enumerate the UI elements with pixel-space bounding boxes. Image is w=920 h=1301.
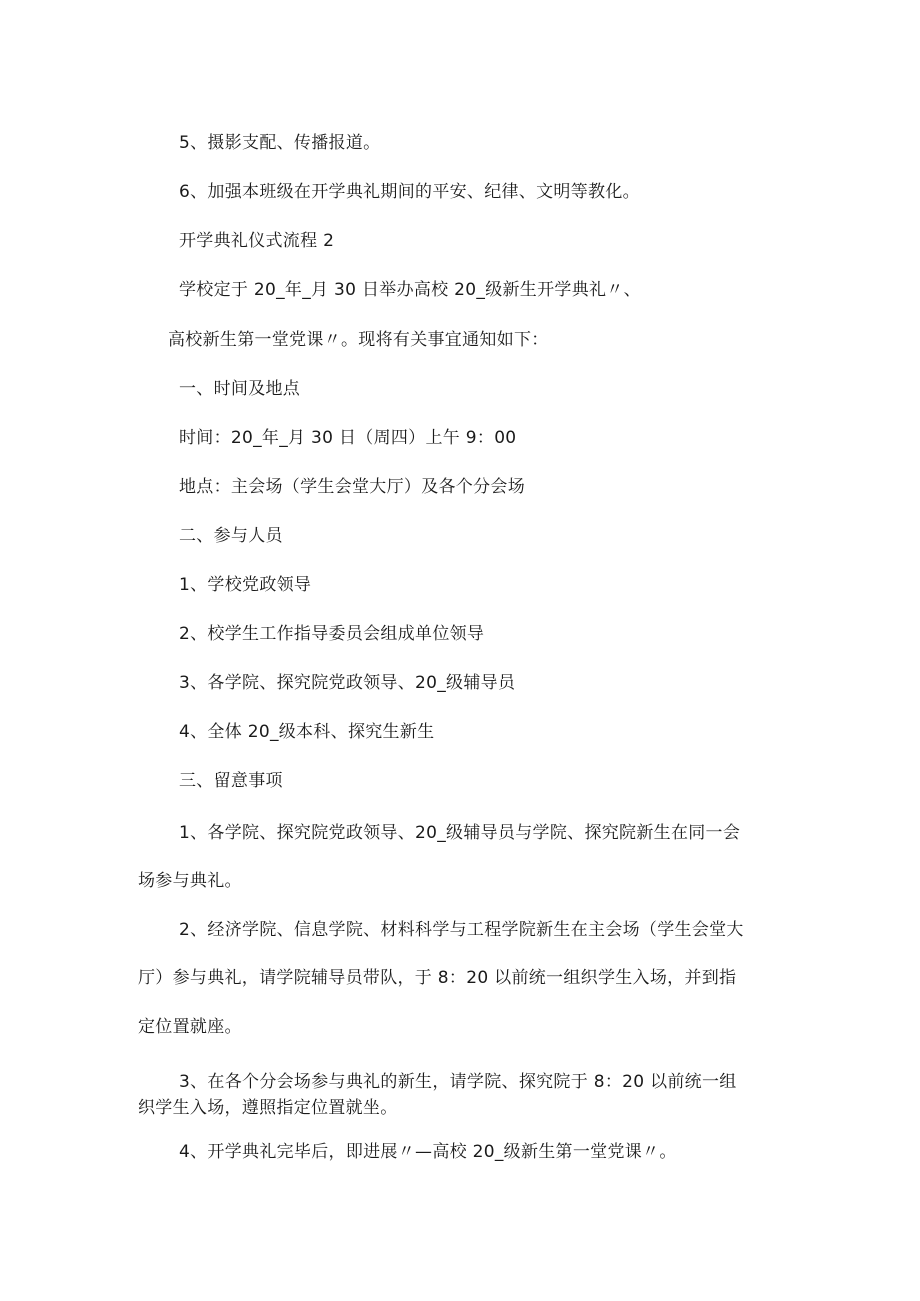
list-item: 3、各学院、探究院党政领导、20_级辅导员 (179, 673, 516, 693)
list-item: 1、学校党政领导 (179, 575, 312, 595)
section-heading: 开学典礼仪式流程 2 (179, 231, 335, 251)
paragraph-line: 6、加强本班级在开学典礼期间的平安、纪律、文明等教化。 (179, 182, 640, 202)
paragraph-line: 时间：20_年_月 30 日（周四）上午 9：00 (179, 428, 517, 448)
list-item: 2、校学生工作指导委员会组成单位领导 (179, 624, 485, 644)
paragraph-line: 4、开学典礼完毕后，即进展〃—高校 20_级新生第一堂党课〃。 (179, 1142, 677, 1162)
section-heading: 一、时间及地点 (179, 379, 301, 399)
paragraph-line: 高校新生第一堂党课〃。现将有关事宜通知如下： (168, 330, 549, 350)
paragraph-line: 5、摄影支配、传播报道。 (179, 133, 381, 153)
list-item: 4、全体 20_级本科、探究生新生 (179, 722, 435, 742)
paragraph-line: 1、各学院、探究院党政领导、20_级辅导员与学院、探究院新生在同一会 (179, 823, 741, 843)
section-heading: 三、留意事项 (179, 771, 283, 791)
paragraph-line: 2、经济学院、信息学院、材料科学与工程学院新生在主会场（学生会堂大 (179, 920, 744, 940)
section-heading: 二、参与人员 (179, 526, 283, 546)
paragraph-line: 织学生入场，遵照指定位置就坐。 (138, 1098, 398, 1118)
paragraph-line: 定位置就座。 (138, 1017, 242, 1037)
paragraph-line: 地点：主会场（学生会堂大厅）及各个分会场 (179, 477, 525, 497)
paragraph-line: 厅）参与典礼，请学院辅导员带队，于 8：20 以前统一组织学生入场，并到指 (138, 968, 737, 988)
paragraph-line: 学校定于 20_年_月 30 日举办高校 20_级新生开学典礼〃、 (179, 280, 641, 300)
paragraph-line: 3、在各个分会场参与典礼的新生，请学院、探究院于 8：20 以前统一组 (179, 1072, 737, 1092)
paragraph-line: 场参与典礼。 (138, 871, 242, 891)
